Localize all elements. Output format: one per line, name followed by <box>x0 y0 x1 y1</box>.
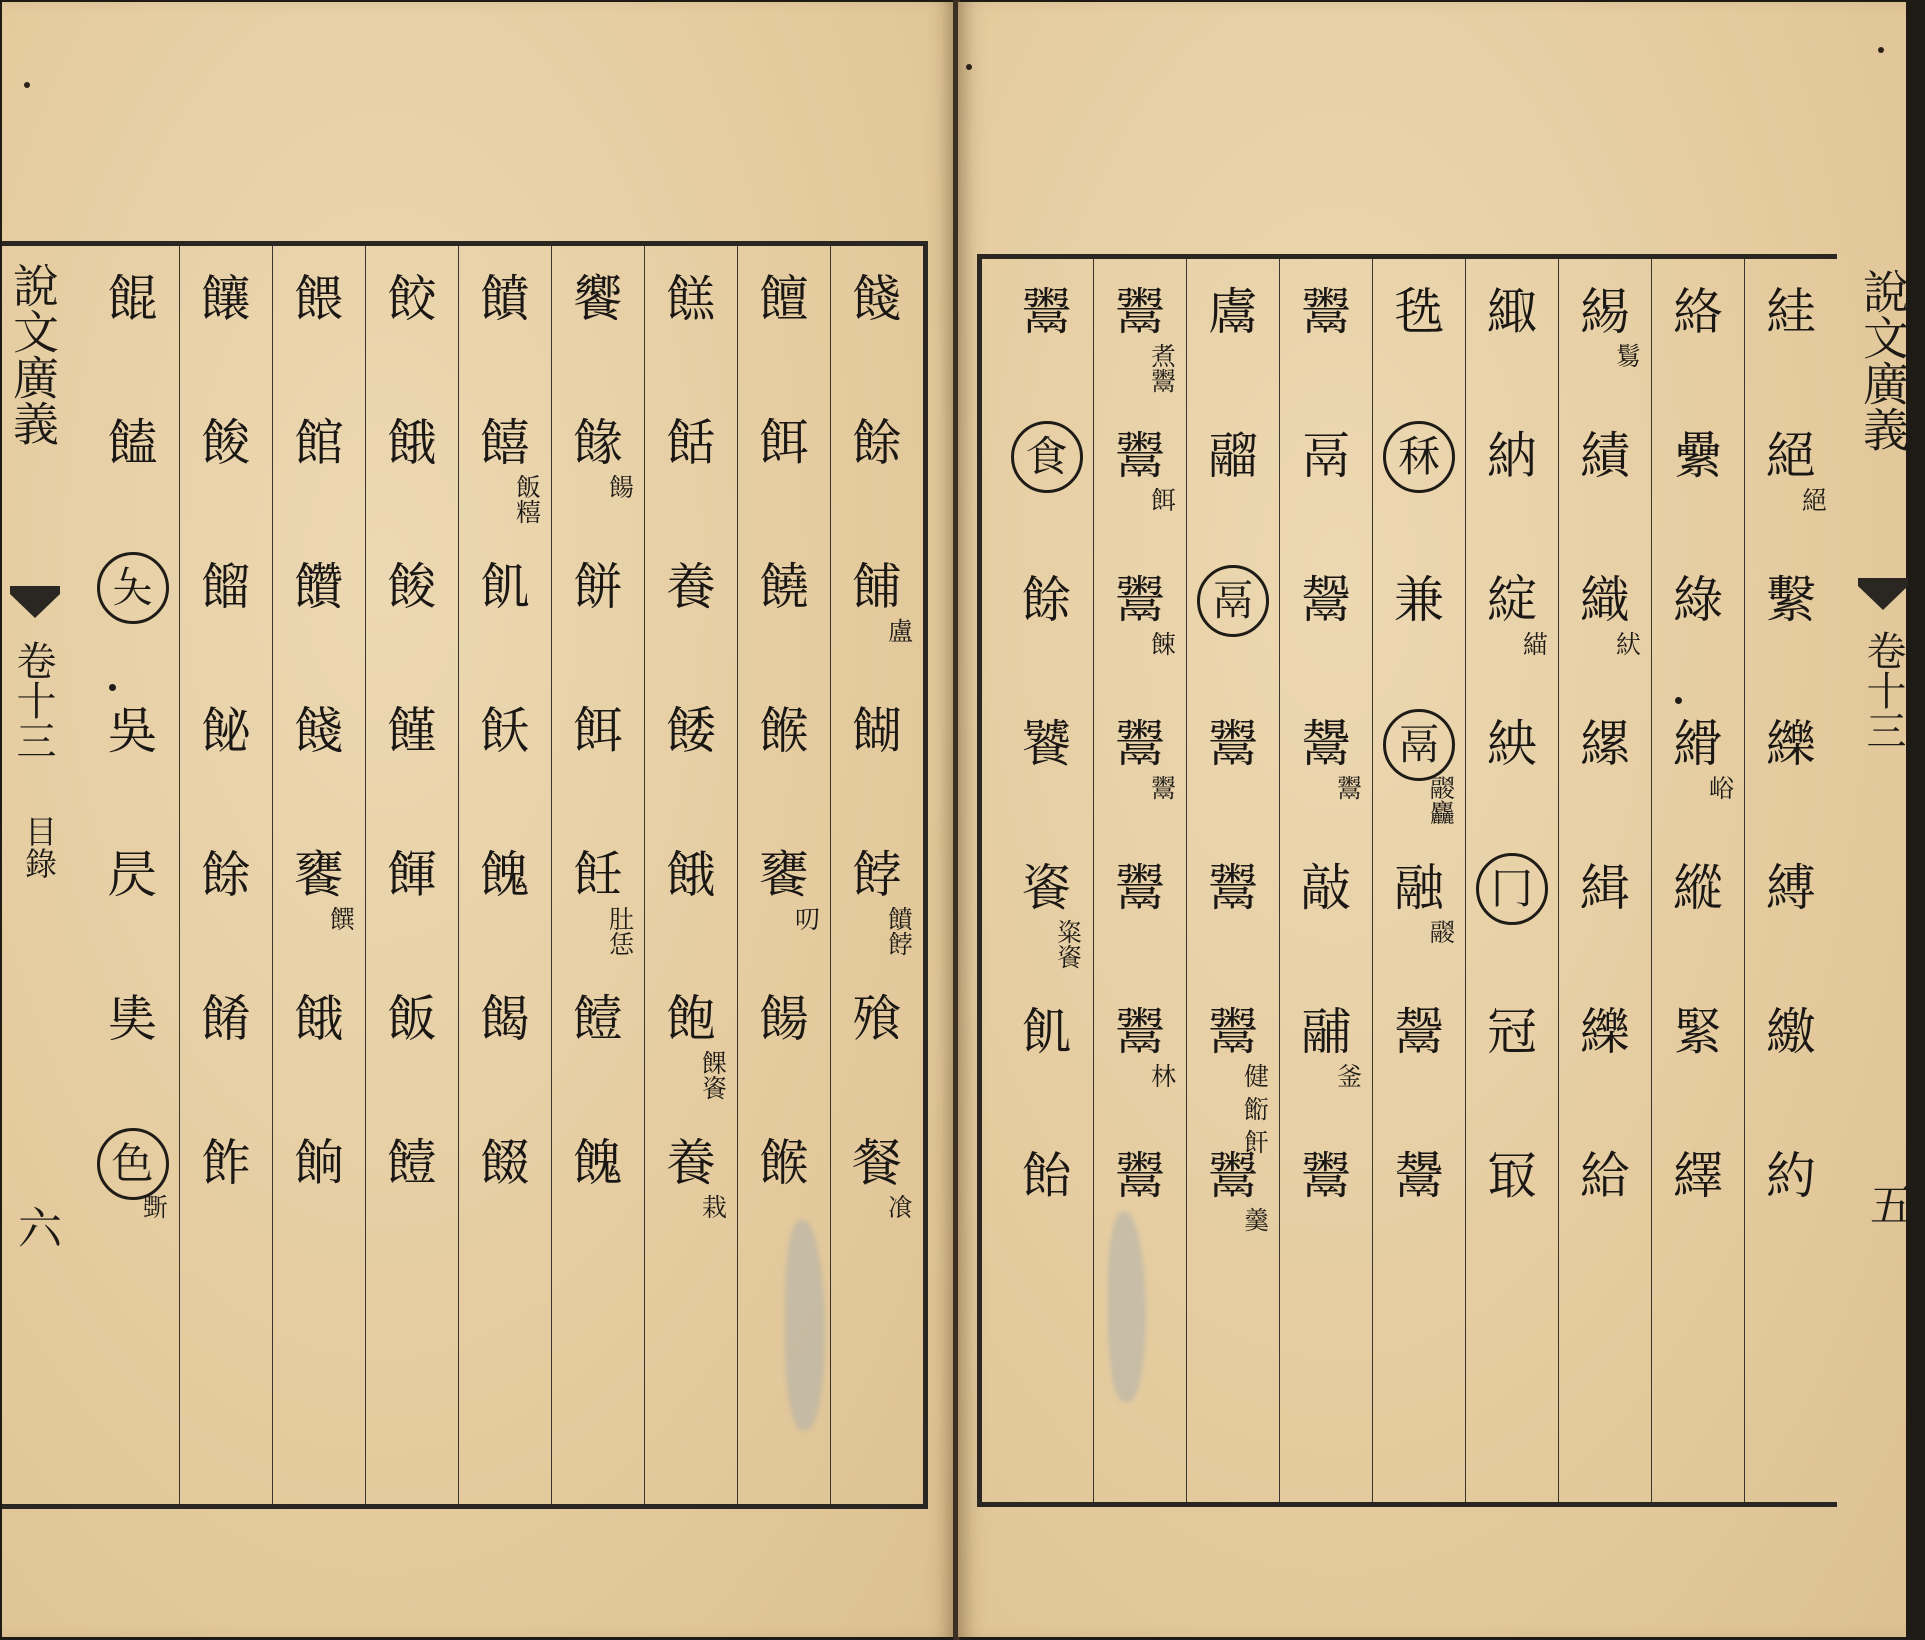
text-column <box>644 246 737 1504</box>
variant-annotation: 羹 <box>1240 1207 1270 1232</box>
entry-character: 饗 <box>573 270 623 328</box>
entry-character: 昃 <box>107 846 158 904</box>
entry-character: 絓 <box>1766 283 1816 341</box>
entry-character: 餽 <box>480 846 530 904</box>
entry-character: 兼 <box>1394 571 1444 629</box>
text-column <box>458 246 551 1504</box>
entry-character: 縲 <box>1580 715 1630 773</box>
entry-character: 縱 <box>1673 859 1723 917</box>
left-running-title: 說文廣義 <box>6 262 60 446</box>
text-column <box>551 246 644 1504</box>
entry-character: 吳 <box>107 702 158 760</box>
right-running-title: 說文廣義 <box>1856 268 1910 452</box>
text-column <box>1186 259 1279 1502</box>
entry-character: 餳 <box>759 990 809 1048</box>
entry-character: 飵 <box>201 1134 251 1192</box>
entry-character: 餓 <box>387 414 437 472</box>
entry-character: 餾 <box>201 558 251 616</box>
right-page-number: 五 <box>1862 1182 1913 1226</box>
entry-character: 績 <box>1580 427 1630 485</box>
entry-character: 餂 <box>666 414 716 472</box>
text-column <box>365 246 458 1504</box>
entry-character: 纍 <box>1673 427 1723 485</box>
entry-character: 繹 <box>1673 1147 1723 1205</box>
pinhole <box>966 64 972 70</box>
entry-character: 鬻 <box>1021 283 1072 341</box>
entry-character: 鬶 <box>1301 571 1351 629</box>
entry-character: 冠 <box>1487 1003 1537 1061</box>
entry-character: 餘 <box>201 846 251 904</box>
circled-radical: 秝 <box>1383 421 1455 493</box>
entry-character: 鬻 <box>1208 715 1258 773</box>
entry-character: 餌 <box>573 702 623 760</box>
text-column <box>179 246 272 1504</box>
entry-character: 鬹 <box>1301 715 1351 773</box>
entry-character: 給 <box>1580 1147 1630 1205</box>
variant-annotation: 飯糦 <box>512 474 542 524</box>
variant-annotation: 緢 <box>1519 631 1549 656</box>
entry-character: 餵 <box>294 270 344 328</box>
circled-radical: 食 <box>1011 421 1083 493</box>
entry-character: 饕 <box>1021 715 1072 773</box>
entry-character: 鬻 <box>1115 715 1165 773</box>
entry-character: 餓 <box>666 846 716 904</box>
punctuation-dot <box>1675 697 1682 704</box>
entry-character: 餱 <box>759 702 809 760</box>
entry-character: 饟 <box>201 270 251 328</box>
entry-character: 餫 <box>387 846 437 904</box>
circled-radical: 冂 <box>1476 853 1548 925</box>
left-page-number: 六 <box>10 1205 61 1249</box>
entry-character: 絡 <box>1673 283 1723 341</box>
entry-character: 飽 <box>666 990 716 1048</box>
text-column <box>1651 259 1744 1502</box>
text-column <box>1465 259 1558 1502</box>
entry-character: 飶 <box>201 702 251 760</box>
entry-character: 鬻 <box>1208 1003 1258 1061</box>
entry-character: 織 <box>1580 571 1630 629</box>
entry-character: 鬻 <box>1115 571 1165 629</box>
entry-character: 餕 <box>387 558 437 616</box>
entry-character: 饔 <box>759 846 809 904</box>
punctuation-dot <box>109 684 116 691</box>
entry-character: 餬 <box>852 702 902 760</box>
entry-character: 餚 <box>201 990 251 1048</box>
entry-character: 養 <box>666 1134 716 1192</box>
entry-character: 餧 <box>666 702 716 760</box>
entry-character: 餯 <box>573 414 623 472</box>
entry-character: 鬻 <box>1115 1003 1165 1061</box>
circled-radical: 鬲 <box>1197 565 1269 637</box>
entry-character: 鬻 <box>1115 427 1165 485</box>
entry-character: 餞 <box>852 270 902 328</box>
entry-character: 鬶 <box>1394 1003 1444 1061</box>
variant-annotation: 叨 <box>791 906 821 931</box>
text-column <box>830 246 923 1504</box>
entry-character: 鬻 <box>1115 1147 1165 1205</box>
variant-annotation: 餗 <box>1147 631 1177 656</box>
text-column <box>1279 259 1372 1502</box>
entry-character: 鬻 <box>1301 1147 1351 1205</box>
variant-annotation: 鬄 <box>1612 343 1642 368</box>
entry-character: 鬹 <box>1394 1147 1444 1205</box>
entry-character: 飯 <box>387 990 437 1048</box>
entry-character: 餻 <box>666 270 716 328</box>
circled-radical: 色 <box>97 1128 169 1200</box>
variant-annotation: 粢餈 <box>1053 919 1083 969</box>
variant-annotation: 絕 <box>1798 487 1828 512</box>
entry-character: 飴 <box>1021 1147 1072 1205</box>
entry-character: 鬻 <box>1115 283 1165 341</box>
entry-character: 餅 <box>573 558 623 616</box>
entry-character: 鬲 <box>1301 427 1351 485</box>
entry-character: 餌 <box>759 414 809 472</box>
right-volume-label: 卷十三 <box>1860 630 1906 750</box>
variant-annotation: 斲 <box>139 1194 169 1219</box>
entry-character: 鬻 <box>1115 859 1165 917</box>
entry-character: 飪 <box>573 846 623 904</box>
variant-annotation: 栽 <box>698 1194 728 1219</box>
fish-tail-mark <box>10 586 60 618</box>
entry-character: 饙 <box>480 270 530 328</box>
variant-annotation: 煮鬻 <box>1147 343 1177 393</box>
text-column <box>272 246 365 1504</box>
entry-character: 饐 <box>387 1134 437 1192</box>
entry-character: 養 <box>666 558 716 616</box>
entry-character: 餱 <box>759 1134 809 1192</box>
entry-character: 餔 <box>852 558 902 616</box>
entry-character: 緅 <box>1487 283 1537 341</box>
circled-radical: 夨 <box>97 552 169 624</box>
entry-character: 鬳 <box>1208 283 1258 341</box>
entry-character: 縛 <box>1766 859 1816 917</box>
variant-annotation: 餌 <box>1147 487 1177 512</box>
variant-annotation: 鬷 <box>1426 919 1456 944</box>
entry-character: 緝 <box>1580 859 1630 917</box>
entry-character: 紻 <box>1487 715 1537 773</box>
entry-character: 鬻 <box>1208 859 1258 917</box>
entry-character: 餐 <box>852 1134 902 1192</box>
variant-annotation: 峪 <box>1705 775 1735 800</box>
entry-character: 饔 <box>294 846 344 904</box>
text-column <box>86 246 179 1504</box>
entry-character: 納 <box>1487 427 1537 485</box>
entry-character: 餈 <box>1021 859 1072 917</box>
entry-character: 融 <box>1394 859 1444 917</box>
entry-character: 繳 <box>1766 1003 1816 1061</box>
left-volume-label: 卷十三 <box>10 640 56 760</box>
variant-annotation: 紎 <box>1612 631 1642 656</box>
entry-character: 饡 <box>294 558 344 616</box>
variant-annotation: 林 <box>1147 1063 1177 1088</box>
variant-annotation: 餜餈 <box>698 1050 728 1100</box>
variant-annotation: 餳 <box>605 474 635 499</box>
variant-annotation: 饌 <box>326 906 356 931</box>
entry-character: 纅 <box>1580 1003 1630 1061</box>
variant-annotation: 饙餑 <box>884 906 914 956</box>
entry-character: 飢 <box>1021 1003 1072 1061</box>
entry-character: 餟 <box>480 1134 530 1192</box>
entry-character: 鬻 <box>1208 1147 1258 1205</box>
variant-annotation: 鬻 <box>1333 775 1363 800</box>
text-column <box>1558 259 1651 1502</box>
entry-character: 敲 <box>1301 859 1351 917</box>
right-page-frame <box>977 254 1837 1507</box>
entry-character: 緆 <box>1580 283 1630 341</box>
entry-character: 館 <box>294 414 344 472</box>
entry-character: 飫 <box>480 702 530 760</box>
left-section-label: 目錄 <box>20 815 58 879</box>
entry-character: 縎 <box>1673 715 1723 773</box>
entry-character: 緊 <box>1673 1003 1723 1061</box>
pinhole <box>24 82 30 88</box>
entry-character: 餛 <box>107 270 158 328</box>
entry-character: 餲 <box>480 990 530 1048</box>
variant-annotation: 健 餰 飦 <box>1240 1063 1270 1154</box>
entry-character: 鬻 <box>1301 283 1351 341</box>
entry-character: 鬴 <box>1301 1003 1351 1061</box>
entry-character: 奊 <box>107 990 158 1048</box>
fish-tail-mark <box>1858 578 1908 610</box>
variant-annotation: 鬷麤 <box>1426 775 1456 825</box>
variant-annotation: 肚恁 <box>605 906 635 956</box>
entry-character: 飱 <box>852 990 902 1048</box>
entry-character: 約 <box>1766 1147 1816 1205</box>
entry-character: 饁 <box>107 414 158 472</box>
entry-character: 纅 <box>1766 715 1816 773</box>
text-column <box>1744 259 1837 1502</box>
variant-annotation: 釜 <box>1333 1063 1363 1088</box>
entry-character: 餕 <box>201 414 251 472</box>
entry-character: 餘 <box>852 414 902 472</box>
entry-character: 毨 <box>1394 283 1444 341</box>
entry-character: 飢 <box>480 558 530 616</box>
entry-character: 饎 <box>480 414 530 472</box>
entry-character: 饉 <box>387 702 437 760</box>
circled-radical: 鬲 <box>1383 709 1455 781</box>
entry-character: 餃 <box>387 270 437 328</box>
entry-character: 饐 <box>573 990 623 1048</box>
entry-character: 饒 <box>759 558 809 616</box>
entry-character: 綻 <box>1487 571 1537 629</box>
text-column <box>1372 259 1465 1502</box>
entry-character: 餘 <box>1021 571 1072 629</box>
entry-character: 鬸 <box>1208 427 1258 485</box>
right-page <box>958 2 1910 1637</box>
variant-annotation: 飡 <box>884 1194 914 1219</box>
left-page <box>2 2 955 1637</box>
variant-annotation: 盧 <box>884 618 914 643</box>
entry-character: 繫 <box>1766 571 1816 629</box>
text-column <box>1000 259 1093 1502</box>
entry-character: 冣 <box>1487 1147 1537 1205</box>
entry-character: 餓 <box>294 990 344 1048</box>
entry-character: 餑 <box>852 846 902 904</box>
pinhole <box>1878 47 1884 53</box>
entry-character: 餉 <box>294 1134 344 1192</box>
variant-annotation: 鬻 <box>1147 775 1177 800</box>
entry-character: 絕 <box>1766 427 1816 485</box>
entry-character: 綠 <box>1673 571 1723 629</box>
entry-character: 餞 <box>294 702 344 760</box>
entry-character: 饘 <box>759 270 809 328</box>
entry-character: 餽 <box>573 1134 623 1192</box>
